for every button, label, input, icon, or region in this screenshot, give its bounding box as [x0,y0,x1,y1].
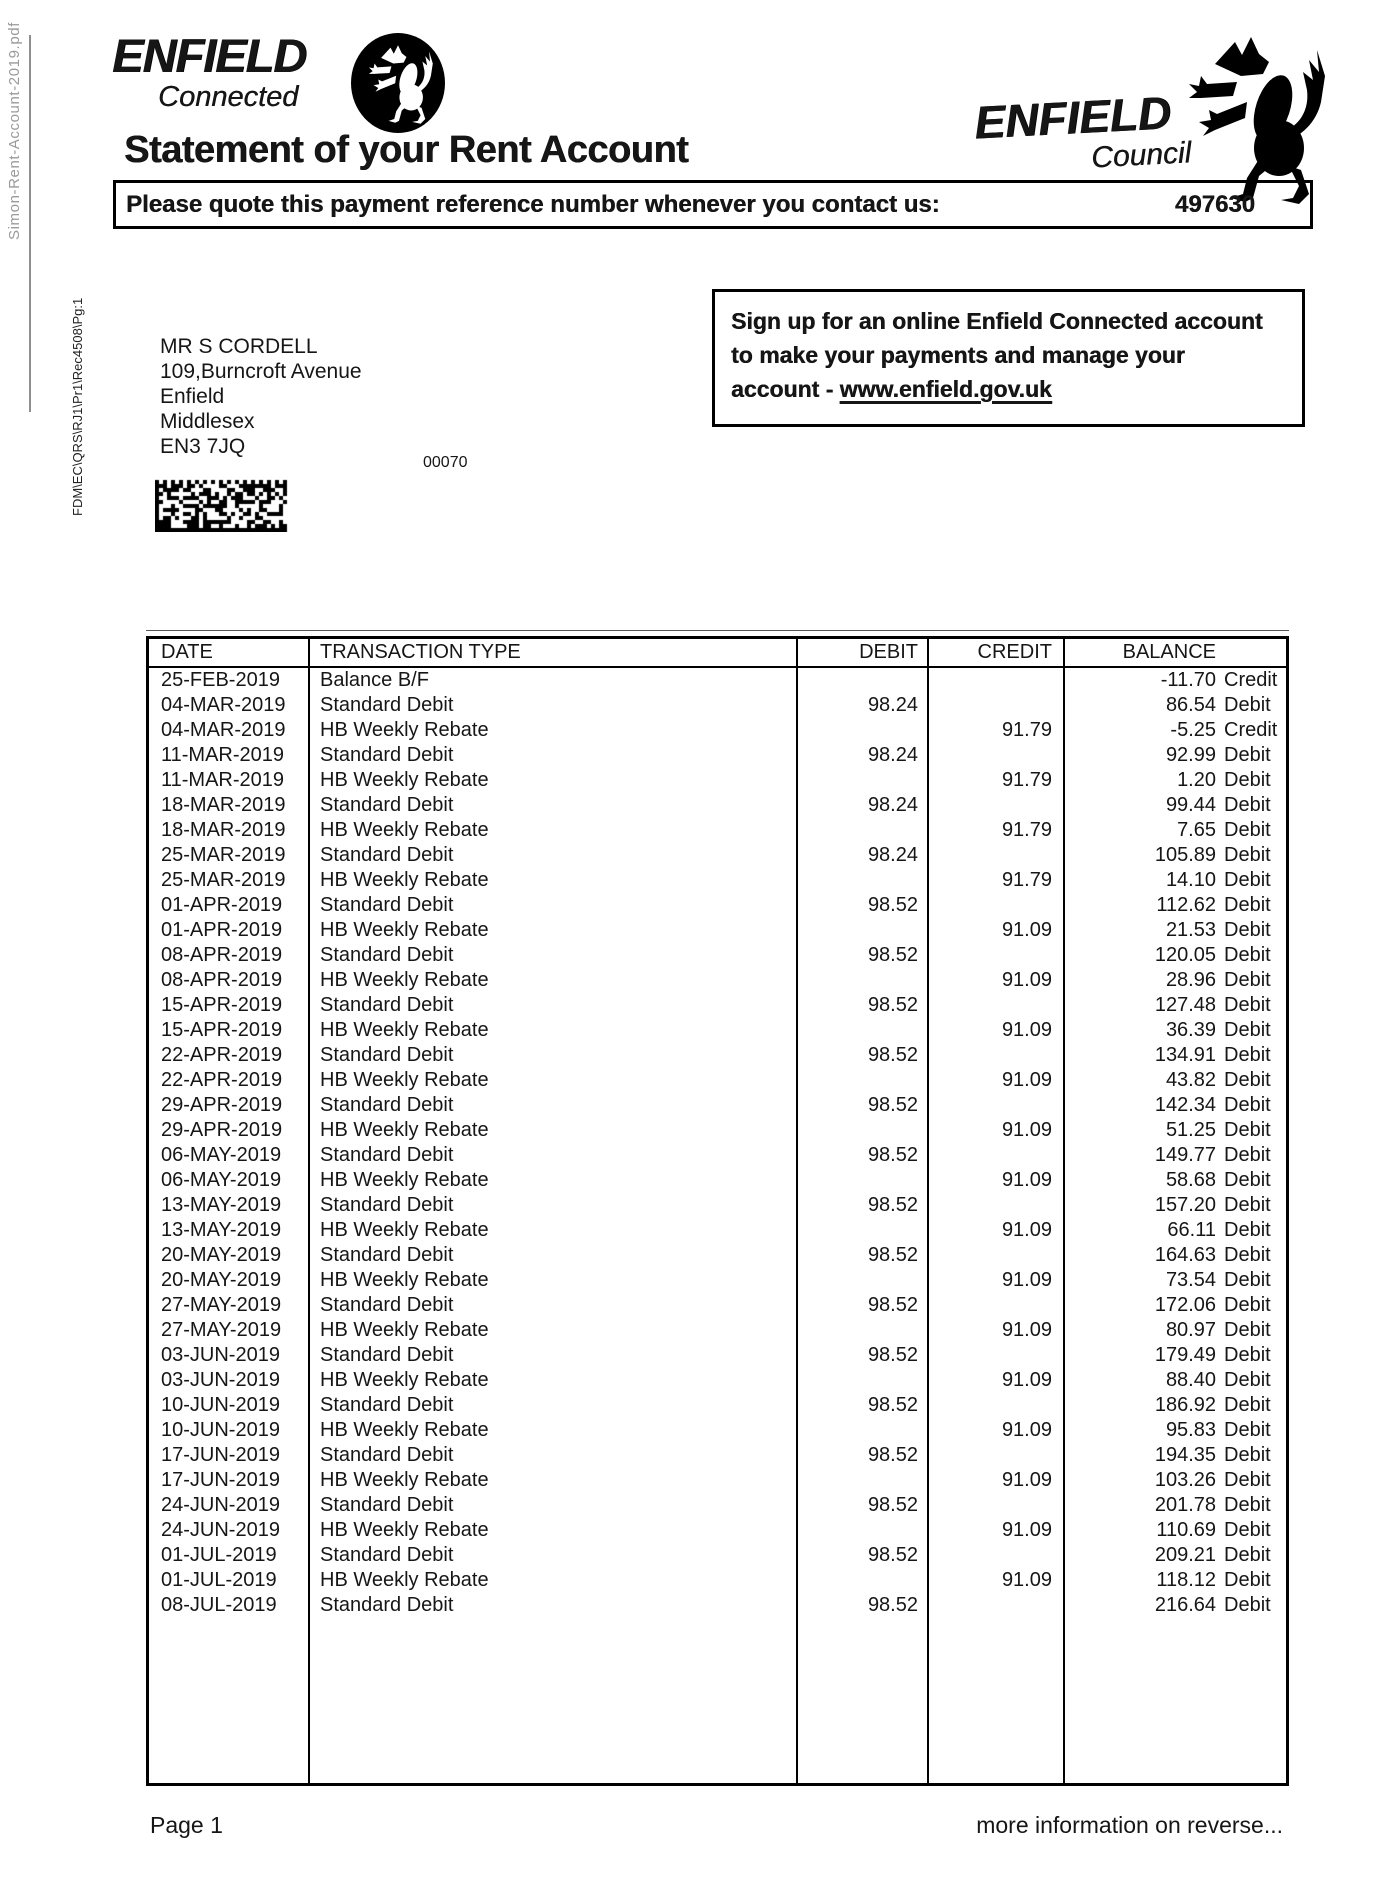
cell-credit [927,793,1063,818]
cell-transaction-type: Standard Debit [308,893,796,918]
cell-debit [796,1268,927,1293]
payment-reference-bar [113,180,1313,229]
cell-debit [796,868,927,893]
cell-credit [927,1443,1063,1468]
cell-debit: 98.52 [796,1493,927,1518]
cell-credit [927,1093,1063,1118]
cell-balance: 149.77 Debit [1063,1143,1286,1168]
table-row [149,1218,1286,1243]
table-row [149,943,1286,968]
enfield-website-link[interactable]: www.enfield.gov.uk [839,376,1052,402]
cell-balance: 110.69 Debit [1063,1518,1286,1543]
cell-balance: 86.54 Debit [1063,693,1286,718]
cell-date: 01-APR-2019 [161,919,283,941]
table-row [149,893,1286,918]
cell-transaction-type: HB Weekly Rebate [308,1018,796,1043]
table-row [149,668,1286,693]
cell-debit: 98.52 [796,943,927,968]
table-header-row [149,639,1286,668]
cell-debit [796,718,927,743]
table-row [149,693,1286,718]
table-row [149,1043,1286,1068]
cell-credit: 91.79 [927,818,1063,843]
cell-transaction-type: Balance B/F [308,668,796,693]
cell-debit: 98.52 [796,993,927,1018]
cell-credit: 91.79 [927,868,1063,893]
cell-balance: 134.91 Debit [1063,1043,1286,1068]
col-header-credit: CREDIT [927,639,1063,666]
cell-credit: 91.09 [927,1318,1063,1343]
cell-credit: 91.09 [927,1018,1063,1043]
table-row [149,1343,1286,1368]
cell-debit [796,1468,927,1493]
cell-date: 03-JUN-2019 [161,1344,280,1366]
cell-debit: 98.52 [796,1143,927,1168]
council-logo-subtext: Council [1090,136,1192,175]
cell-credit [927,1543,1063,1568]
cell-debit: 98.52 [796,1093,927,1118]
more-info-note: more information on reverse... [976,1812,1283,1838]
transactions-table [146,636,1289,1786]
cell-date: 13-MAY-2019 [161,1194,282,1216]
col-header-debit: DEBIT [796,639,927,666]
cell-date: 15-APR-2019 [161,1019,283,1041]
cell-transaction-type: Standard Debit [308,1143,796,1168]
recipient-town: Enfield [160,385,225,408]
cell-date: 22-APR-2019 [161,1044,283,1066]
cell-transaction-type: HB Weekly Rebate [308,968,796,993]
cell-balance: 28.96 Debit [1063,968,1286,993]
table-row [149,1593,1286,1618]
cell-date: 25-MAR-2019 [161,844,286,866]
cell-date: 08-APR-2019 [161,944,283,966]
cell-balance: 105.89 Debit [1063,843,1286,868]
cell-debit [796,1518,927,1543]
cell-balance: 7.65 Debit [1063,818,1286,843]
cell-transaction-type: Standard Debit [308,1393,796,1418]
cell-debit: 98.24 [796,843,927,868]
table-row [149,1468,1286,1493]
table-row [149,1018,1286,1043]
cell-debit [796,1418,927,1443]
cell-balance: 157.20 Debit [1063,1193,1286,1218]
cell-debit [796,1218,927,1243]
cell-debit [796,1568,927,1593]
table-top-scanline [146,630,1289,631]
cell-balance: 142.34 Debit [1063,1093,1286,1118]
cell-date: 04-MAR-2019 [161,694,286,716]
cell-transaction-type: Standard Debit [308,1593,796,1618]
cell-credit: 91.09 [927,1468,1063,1493]
cell-transaction-type: Standard Debit [308,1343,796,1368]
cell-balance: 209.21 Debit [1063,1543,1286,1568]
cell-balance: 66.11 Debit [1063,1218,1286,1243]
cell-credit: 91.09 [927,1368,1063,1393]
table-row [149,1068,1286,1093]
datamatrix-barcode [155,479,289,532]
table-row [149,918,1286,943]
cell-balance: 172.06 Debit [1063,1293,1286,1318]
cell-transaction-type: Standard Debit [308,1193,796,1218]
cell-date: 20-MAY-2019 [161,1244,282,1266]
cell-balance: 201.78 Debit [1063,1493,1286,1518]
cell-credit: 91.09 [927,1068,1063,1093]
cell-credit [927,893,1063,918]
cell-credit: 91.09 [927,1568,1063,1593]
cell-debit [796,818,927,843]
cell-date: 24-JUN-2019 [161,1519,280,1541]
table-row [149,1243,1286,1268]
table-row [149,793,1286,818]
cell-transaction-type: HB Weekly Rebate [308,1368,796,1393]
cell-transaction-type: Standard Debit [308,993,796,1018]
cell-credit [927,1393,1063,1418]
cell-date: 15-APR-2019 [161,994,283,1016]
table-row [149,1543,1286,1568]
table-row [149,993,1286,1018]
cell-debit: 98.52 [796,1593,927,1618]
cell-balance: 58.68 Debit [1063,1168,1286,1193]
table-row [149,1093,1286,1118]
cell-transaction-type: HB Weekly Rebate [308,1418,796,1443]
table-row [149,818,1286,843]
cell-transaction-type: Standard Debit [308,1543,796,1568]
cell-credit [927,943,1063,968]
col-header-transaction-type: TRANSACTION TYPE [308,639,796,666]
cell-date: 11-MAR-2019 [161,744,285,766]
cell-balance: 164.63 Debit [1063,1243,1286,1268]
cell-debit: 98.52 [796,1193,927,1218]
table-row [149,1168,1286,1193]
recipient-address-block [160,334,362,459]
cell-debit: 98.52 [796,1293,927,1318]
table-row [149,1493,1286,1518]
cell-credit: 91.09 [927,1218,1063,1243]
cell-debit: 98.52 [796,1393,927,1418]
print-batch-reference-sidetext: FDM\EC\QRS\RJ1\Pr1\Rec4508\Pg:1 [70,297,85,516]
cell-date: 18-MAR-2019 [161,794,286,816]
cell-date: 10-JUN-2019 [161,1394,280,1416]
cell-debit: 98.52 [796,1543,927,1568]
cell-date: 22-APR-2019 [161,1069,283,1091]
cell-debit [796,1168,927,1193]
cell-balance: 92.99 Debit [1063,743,1286,768]
col-header-balance [1063,639,1286,666]
cell-date: 17-JUN-2019 [161,1469,280,1491]
cell-debit: 98.52 [796,1443,927,1468]
cell-balance: -5.25 Credit [1063,718,1286,743]
cell-date: 20-MAY-2019 [161,1269,282,1291]
cell-credit [927,1593,1063,1618]
cell-credit [927,1493,1063,1518]
cell-transaction-type: Standard Debit [308,1243,796,1268]
cell-balance: 95.83 Debit [1063,1418,1286,1443]
enfield-connected-badge-icon [350,32,446,134]
cell-debit [796,1318,927,1343]
cell-balance: 194.35 Debit [1063,1443,1286,1468]
cell-transaction-type: Standard Debit [308,1043,796,1068]
cell-transaction-type: HB Weekly Rebate [308,1218,796,1243]
cell-balance: 88.40 Debit [1063,1368,1286,1393]
cell-transaction-type: Standard Debit [308,793,796,818]
table-row [149,1393,1286,1418]
enfield-connected-logo [112,29,452,142]
cell-transaction-type: HB Weekly Rebate [308,818,796,843]
table-row [149,1568,1286,1593]
cell-credit [927,1293,1063,1318]
col-header-balance-text: BALANCE [1122,641,1216,663]
cell-balance: 43.82 Debit [1063,1068,1286,1093]
margin-divider-line [29,35,31,412]
cell-transaction-type: Standard Debit [308,943,796,968]
cell-transaction-type: HB Weekly Rebate [308,1168,796,1193]
signup-line-1: Sign up for an online Enfield Connected account [731,308,1263,334]
cell-date: 04-MAR-2019 [161,719,286,741]
signup-line-3 [731,372,1286,406]
signup-line-3-prefix: account - [731,376,840,402]
cell-debit [796,1118,927,1143]
cell-transaction-type: Standard Debit [308,843,796,868]
table-row [149,1418,1286,1443]
cell-balance: -11.70 Credit [1063,668,1286,693]
cell-date: 03-JUN-2019 [161,1369,280,1391]
cell-debit: 98.24 [796,693,927,718]
council-logo-wordmark: ENFIELD [972,86,1173,149]
cell-date: 27-MAY-2019 [161,1319,282,1341]
cell-transaction-type: HB Weekly Rebate [308,1118,796,1143]
cell-date: 08-JUL-2019 [161,1594,277,1616]
table-row [149,1518,1286,1543]
cell-transaction-type: HB Weekly Rebate [308,768,796,793]
cell-date: 06-MAY-2019 [161,1144,282,1166]
cell-date: 25-FEB-2019 [161,669,280,691]
cell-credit: 91.09 [927,1118,1063,1143]
cell-transaction-type: Standard Debit [308,693,796,718]
cell-date: 11-MAR-2019 [161,769,285,791]
table-row [149,1443,1286,1468]
col-header-date: DATE [161,641,213,663]
cell-credit [927,668,1063,693]
cell-date: 27-MAY-2019 [161,1294,282,1316]
cell-balance: 51.25 Debit [1063,1118,1286,1143]
payment-reference-label: Please quote this payment reference number whenever you contact us: [126,190,940,218]
cell-transaction-type: HB Weekly Rebate [308,868,796,893]
cell-transaction-type: Standard Debit [308,1093,796,1118]
signup-line-2: to make your payments and manage your [731,342,1185,368]
cell-credit: 91.09 [927,1418,1063,1443]
cell-transaction-type: HB Weekly Rebate [308,718,796,743]
cell-date: 08-APR-2019 [161,969,283,991]
recipient-name: MR S CORDELL [160,335,318,358]
cell-date: 24-JUN-2019 [161,1494,280,1516]
cell-credit: 91.09 [927,1168,1063,1193]
pdf-filename-sidetext: Simon-Rent-Account-2019.pdf [6,22,23,240]
cell-credit: 91.09 [927,1518,1063,1543]
table-row [149,1193,1286,1218]
cell-transaction-type: HB Weekly Rebate [308,1068,796,1093]
cell-debit: 98.24 [796,793,927,818]
cell-balance: 36.39 Debit [1063,1018,1286,1043]
cell-date: 01-JUL-2019 [161,1544,277,1566]
signup-callout-box [712,289,1305,427]
cell-transaction-type: HB Weekly Rebate [308,918,796,943]
cell-credit [927,743,1063,768]
cell-debit [796,1368,927,1393]
cell-date: 13-MAY-2019 [161,1219,282,1241]
cell-balance: 216.64 Debit [1063,1593,1286,1618]
cell-transaction-type: HB Weekly Rebate [308,1518,796,1543]
cell-balance: 179.49 Debit [1063,1343,1286,1368]
connected-logo-subtext: Connected [158,81,299,113]
cell-debit [796,968,927,993]
cell-debit: 98.52 [796,1243,927,1268]
cell-date: 29-APR-2019 [161,1094,283,1116]
cell-balance: 120.05 Debit [1063,943,1286,968]
cell-balance: 99.44 Debit [1063,793,1286,818]
cell-transaction-type: HB Weekly Rebate [308,1468,796,1493]
table-row [149,843,1286,868]
cell-debit [796,668,927,693]
table-row [149,718,1286,743]
cell-credit: 91.79 [927,718,1063,743]
cell-credit [927,693,1063,718]
table-row [149,1118,1286,1143]
cell-credit [927,1193,1063,1218]
cell-transaction-type: Standard Debit [308,743,796,768]
table-row [149,1368,1286,1393]
recipient-county: Middlesex [160,410,255,433]
recipient-postcode: EN3 7JQ [160,435,246,458]
cell-transaction-type: HB Weekly Rebate [308,1568,796,1593]
cell-date: 01-JUL-2019 [161,1569,277,1591]
cell-balance: 80.97 Debit [1063,1318,1286,1343]
cell-balance: 14.10 Debit [1063,868,1286,893]
cell-credit [927,1043,1063,1068]
cell-balance: 112.62 Debit [1063,893,1286,918]
cell-date: 01-APR-2019 [161,894,283,916]
cell-balance: 21.53 Debit [1063,918,1286,943]
page-title: Statement of your Rent Account [124,129,689,171]
cell-date: 06-MAY-2019 [161,1169,282,1191]
cell-date: 18-MAR-2019 [161,819,286,841]
cell-balance: 103.26 Debit [1063,1468,1286,1493]
cell-transaction-type: Standard Debit [308,1443,796,1468]
cell-credit: 91.09 [927,1268,1063,1293]
cell-credit: 91.79 [927,768,1063,793]
page-number: Page 1 [150,1812,223,1838]
table-row [149,1318,1286,1343]
cell-balance: 73.54 Debit [1063,1268,1286,1293]
cell-credit [927,993,1063,1018]
cell-balance: 186.92 Debit [1063,1393,1286,1418]
table-row [149,1143,1286,1168]
cell-debit: 98.24 [796,743,927,768]
table-row [149,743,1286,768]
cell-debit: 98.52 [796,1043,927,1068]
mail-sort-code: 00070 [423,454,468,471]
cell-debit [796,918,927,943]
table-row [149,1268,1286,1293]
cell-date: 17-JUN-2019 [161,1444,280,1466]
cell-debit: 98.52 [796,1343,927,1368]
cell-transaction-type: HB Weekly Rebate [308,1318,796,1343]
cell-credit: 91.09 [927,968,1063,993]
table-row [149,868,1286,893]
payment-reference-number: 497630 [1174,190,1255,218]
cell-date: 25-MAR-2019 [161,869,286,891]
cell-credit [927,1243,1063,1268]
cell-debit: 98.52 [796,893,927,918]
cell-balance: 1.20 Debit [1063,768,1286,793]
cell-debit [796,1018,927,1043]
cell-transaction-type: HB Weekly Rebate [308,1268,796,1293]
cell-credit [927,843,1063,868]
table-row [149,1293,1286,1318]
table-empty-filler [149,1618,1286,1783]
cell-balance: 127.48 Debit [1063,993,1286,1018]
cell-credit [927,1143,1063,1168]
table-row [149,968,1286,993]
cell-balance: 118.12 Debit [1063,1568,1286,1593]
cell-transaction-type: Standard Debit [308,1493,796,1518]
cell-transaction-type: Standard Debit [308,1293,796,1318]
connected-logo-wordmark: ENFIELD [112,29,307,82]
cell-date: 10-JUN-2019 [161,1419,280,1441]
cell-debit [796,768,927,793]
cell-debit [796,1068,927,1093]
recipient-street: 109,Burncroft Avenue [160,360,362,383]
table-row [149,768,1286,793]
cell-credit: 91.09 [927,918,1063,943]
cell-credit [927,1343,1063,1368]
cell-date: 29-APR-2019 [161,1119,283,1141]
